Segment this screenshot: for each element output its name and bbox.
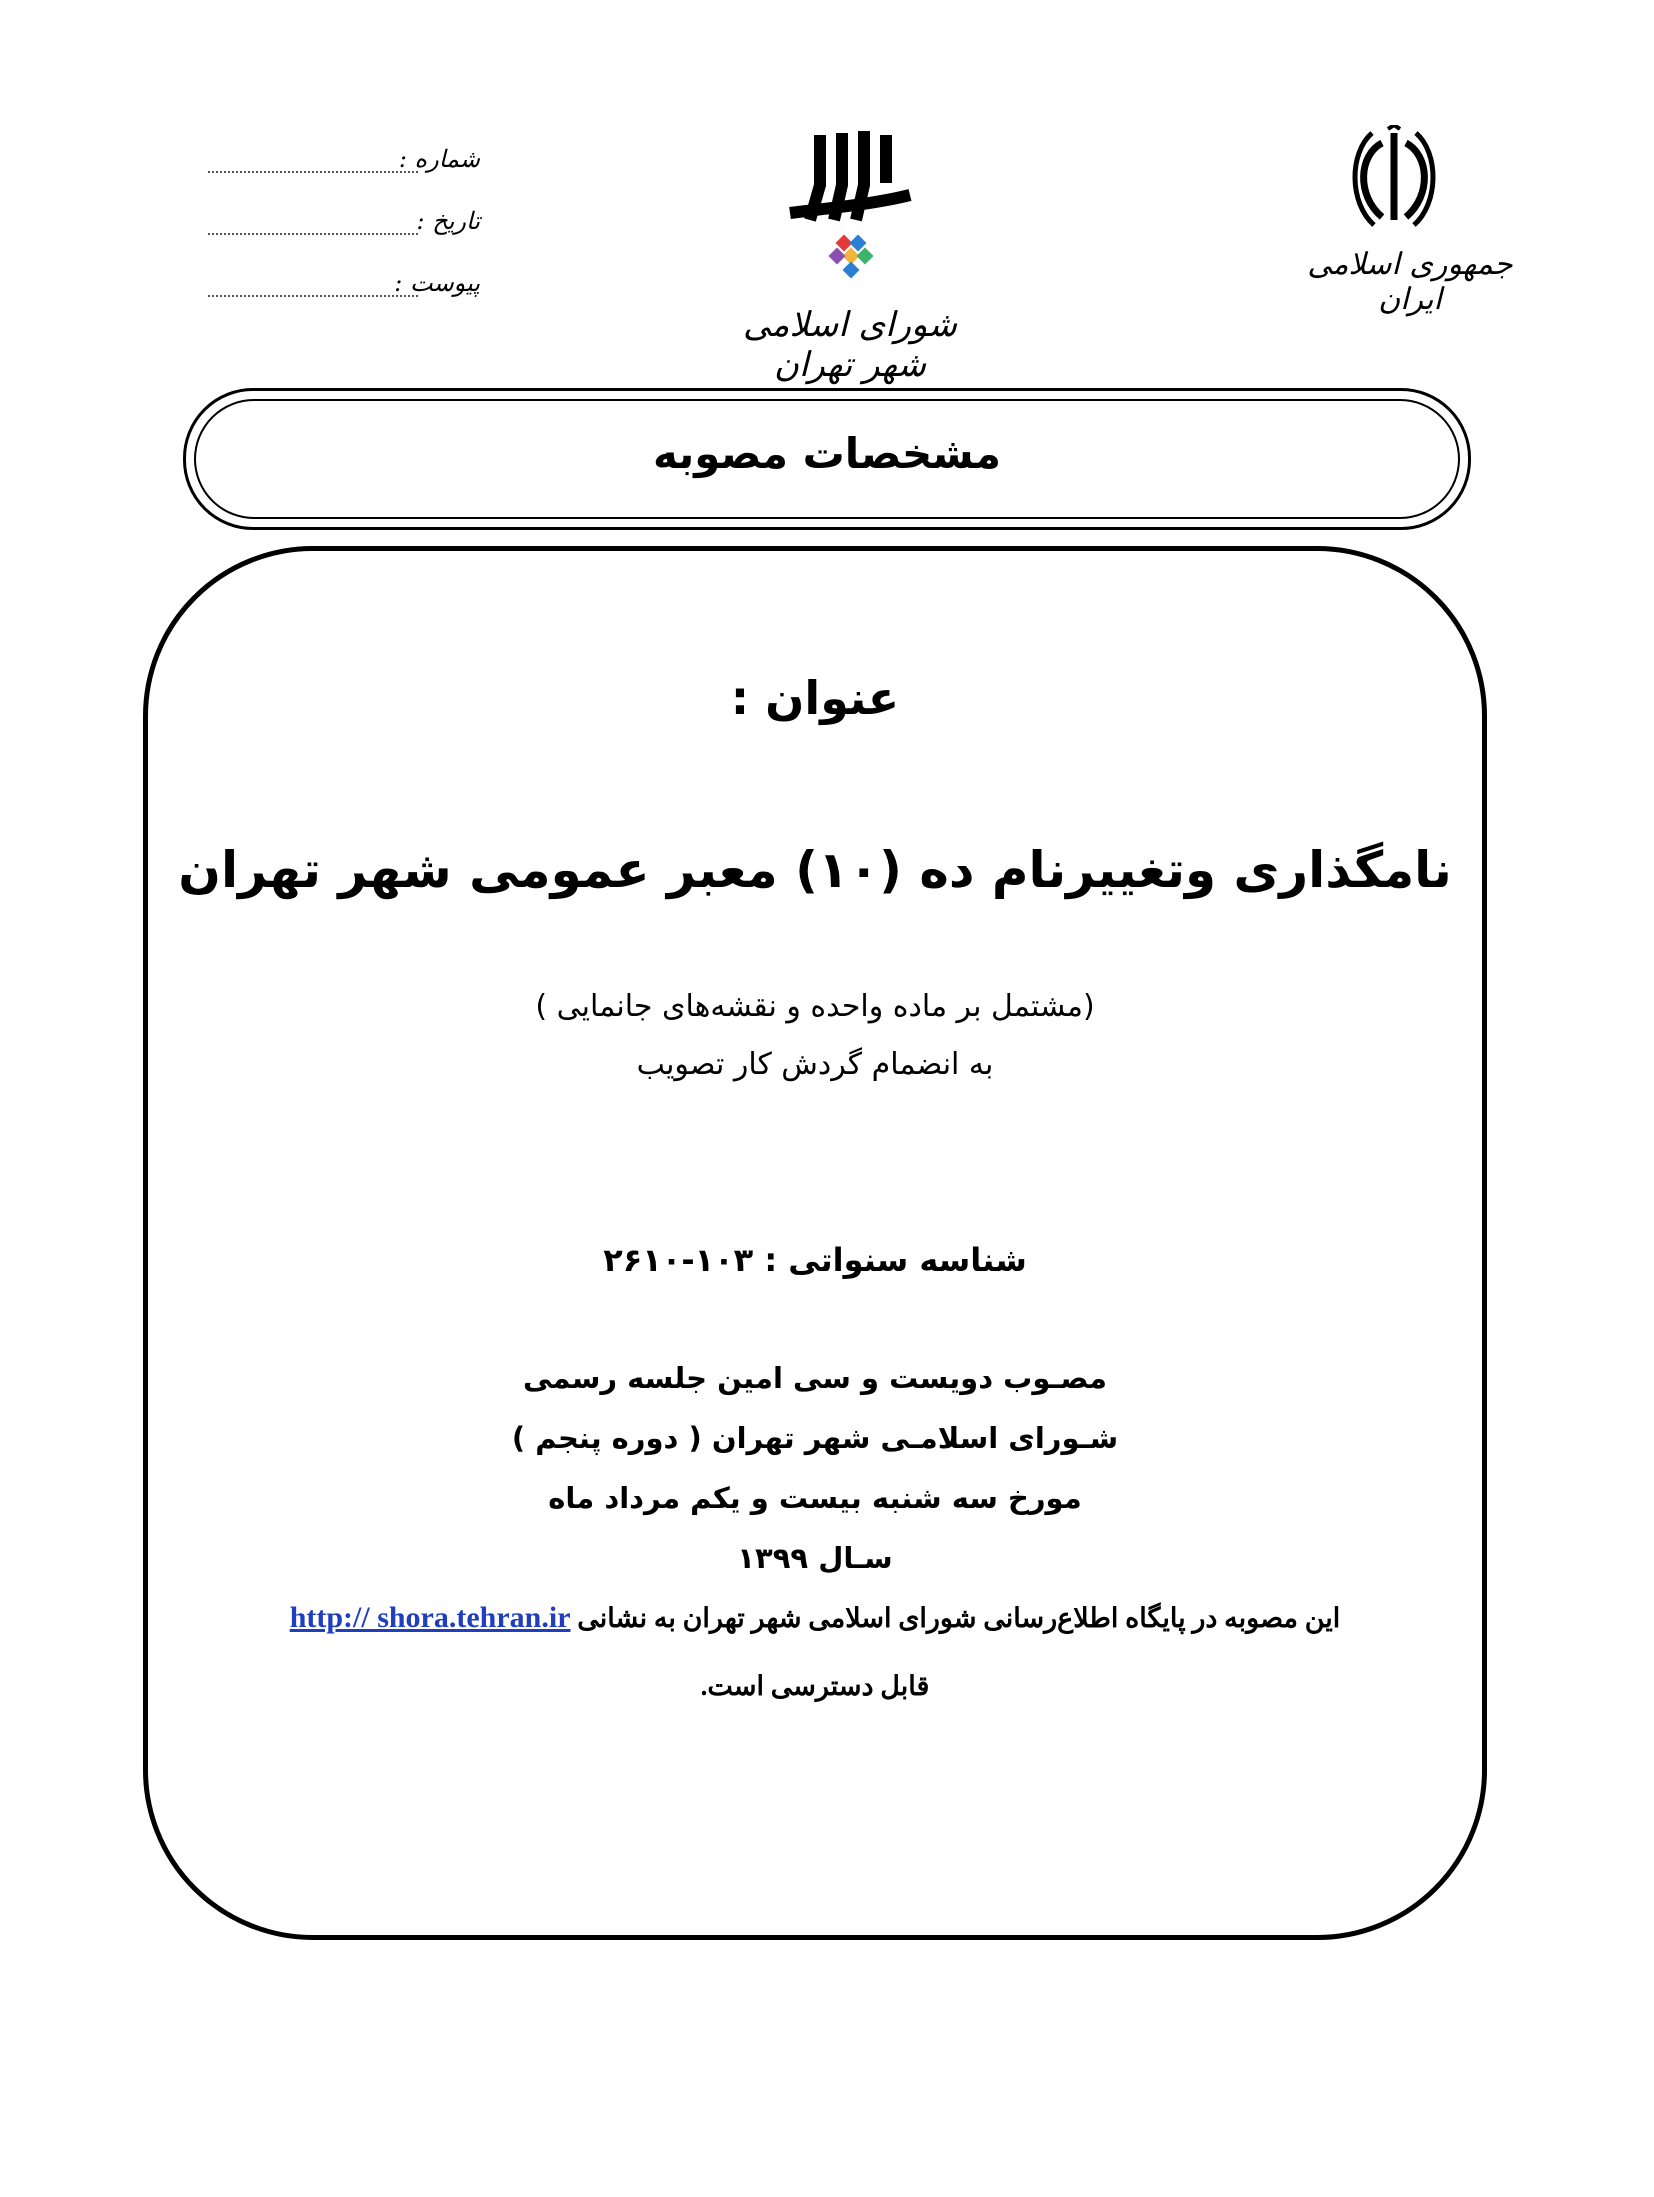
attachment-field[interactable] <box>200 269 480 331</box>
number-field[interactable] <box>200 145 480 207</box>
council-caption: شورای اسلامی شهر تهران <box>742 305 958 385</box>
website-link[interactable]: http:// shora.tehran.ir <box>289 1601 571 1634</box>
access-text: این مصوبه در پایگاه اطلاع‌رسانی شورای اسلامی شهر تهران به نشانی <box>577 1603 1341 1633</box>
attachment-line <box>208 295 418 297</box>
subtitle-1: (مشتمل بر ماده واحده و نقشه‌های جانمایی ) <box>535 989 1095 1024</box>
page-title: مشخصات مصوبه <box>653 429 1001 478</box>
letterhead <box>0 0 1654 385</box>
approval-year: سـال ۱۳۹۹ <box>737 1541 893 1575</box>
access-tail: قابل دسترسی است. <box>700 1671 930 1701</box>
title-bar <box>183 388 1471 530</box>
reference-fields <box>200 145 480 331</box>
iran-emblem-icon <box>1344 125 1444 235</box>
resolution-box <box>143 546 1487 1940</box>
heading-label: عنوان : <box>730 671 900 725</box>
emblem-caption: جمهوری اسلامی ایران <box>1307 247 1513 317</box>
approval-line: مورخ سه شنبه بیست و یکم مرداد ماه <box>548 1481 1082 1515</box>
tehran-council-logo <box>780 125 920 295</box>
resolution-title: نامگذاری وتغییرنام ده (۱۰) معبر عمومی شهر تهران <box>178 841 1452 899</box>
number-label: شماره : <box>398 145 480 173</box>
date-field[interactable] <box>200 207 480 269</box>
subtitle-2: به انضمام گردش کار تصویب <box>636 1047 994 1082</box>
date-line <box>208 233 418 235</box>
number-line <box>208 171 418 173</box>
emblem-block <box>1290 125 1530 325</box>
date-label: تاریخ : <box>416 207 480 235</box>
council-logo <box>720 125 980 385</box>
attachment-label: پیوست : <box>394 269 480 297</box>
approval-line: شـورای اسلامـی شهر تهران ( دوره پنجم ) <box>511 1421 1119 1455</box>
approval-line: مصـوب دویست و سی امین جلسه رسمی <box>523 1361 1107 1395</box>
access-line <box>248 1601 1382 1635</box>
hearing-id: شناسه سنواتی : ۱۰۳-۲۶۱۰ <box>603 1241 1027 1279</box>
